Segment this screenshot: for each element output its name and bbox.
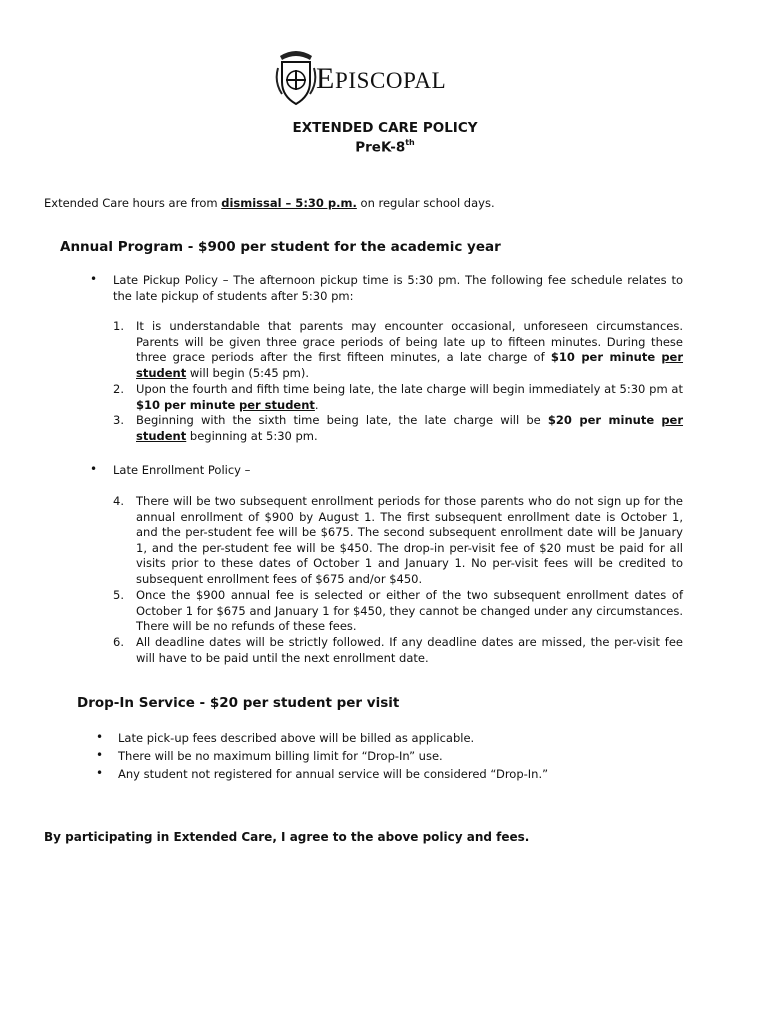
list-item: It is understandable that parents may encounter occasional, unforeseen circumstances. Parents will be given three grace periods of being late up to fifteen minutes. During these three grace periods after the first fifteen minutes, a late charge of $10 per minute per student will begin (5:45 pm). (136, 319, 684, 380)
item-number: 1. (113, 319, 124, 333)
list-item: There will be no maximum billing limit for “Drop-In” use. (118, 749, 443, 763)
list-item: Once the $900 annual fee is selected or either of the two subsequent enrollment dates of October 1 for $675 and January 1 for $450, they cannot be changed under any circumstances. There will be no refunds of these fees. (136, 588, 683, 633)
item-number: 6. (113, 635, 124, 649)
list-item: There will be two subsequent enrollment periods for those parents who do not sign up for the annual enrollment of $900 by August 1. The first subsequent enrollment date is October 1, and the per-student fee will be $675. The second subsequent enrollment date will be January 1, and the per-student fee will be $450. The drop-in per-visit fee of $20 must be paid for all visits prior to these dates of October 1 and January 1. No per-visit fees will be credited to subsequent enrollment fees of $675 and/or $450. (136, 494, 683, 586)
list-item: All deadline dates will be strictly followed. If any deadline dates are missed, the per-visit fee will have to be paid until the next enrollment date. (136, 635, 683, 665)
bullet-icon: • (96, 766, 104, 780)
drop-in-heading: Drop-In Service - $20 per student per visit (77, 695, 400, 711)
intro-text: Extended Care hours are from dismissal – 5:30 p.m. on regular school days. (44, 196, 495, 210)
agreement-statement: By participating in Extended Care, I agree to the above policy and fees. (44, 830, 530, 844)
list-item: Late pick-up fees described above will be billed as applicable. (118, 731, 475, 745)
bullet-icon: • (96, 748, 104, 762)
page-subtitle: PreK-8th (355, 138, 415, 156)
logo-wordmark: EPISCOPAL (316, 62, 447, 95)
bullet-icon: • (90, 272, 98, 286)
late-pickup-policy: Late Pickup Policy – The afternoon pickup time is 5:30 pm. The following fee schedule relates to the late pickup of students after 5:30 pm: (113, 273, 683, 303)
annual-program-heading: Annual Program - $900 per student for the academic year (60, 239, 501, 255)
late-enrollment-policy: Late Enrollment Policy – (113, 463, 251, 477)
episcopal-logo (274, 48, 464, 108)
item-number: 2. (113, 382, 124, 396)
crest-icon (274, 48, 318, 108)
bullet-icon: • (96, 730, 104, 744)
item-number: 4. (113, 494, 124, 508)
item-number: 5. (113, 588, 124, 602)
bullet-icon: • (90, 462, 98, 476)
list-item: Beginning with the sixth time being late, the late charge will be $20 per minute per student beginning at 5:30 pm. (136, 413, 684, 443)
list-item: Any student not registered for annual service will be considered “Drop-In.” (118, 767, 549, 781)
list-item: Upon the fourth and fifth time being late, the late charge will begin immediately at 5:30 pm at $10 per minute per student. (136, 382, 683, 412)
page-title: EXTENDED CARE POLICY (292, 120, 478, 136)
item-number: 3. (113, 413, 124, 427)
